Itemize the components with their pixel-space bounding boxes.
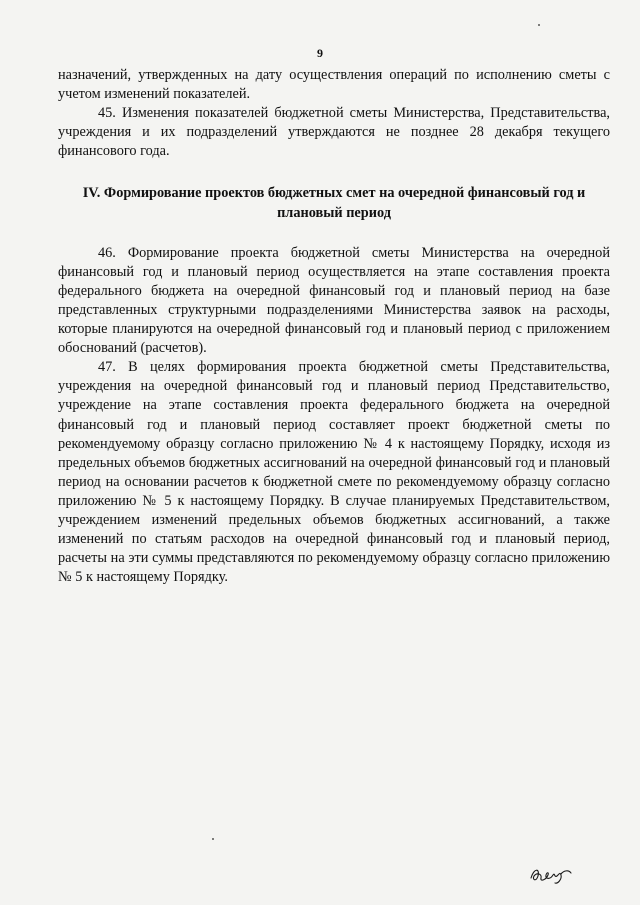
page-number: 9 — [317, 46, 323, 60]
document-body — [58, 66, 610, 587]
scan-speck — [538, 24, 540, 26]
paragraph-continuation: назначений, утвержденных на дату осуществления операций по исполнению сметы с учетом изменений показателей. — [58, 67, 610, 103]
section-heading: IV. Формирование проектов бюджетных смет на очередной финансовый год и плановый период — [82, 185, 586, 221]
paragraph-46: 46. Формирование проекта бюджетной сметы Министерства на очередной финансовый год и плановый период осуществляется на этапе составления проекта федерального бюджета на очередной финансовый год и плановый период на базе представленных структурными подразделениями Министерства заявок на расходы, которые планируются на очередной финансовый год и плановый период с приложением обоснований (расчетов). — [58, 244, 610, 357]
paragraph-45: 45. Изменения показателей бюджетной сметы Министерства, Представительства, учреждения и их подразделений утверждаются не позднее 28 декабря текущего финансового года. — [58, 105, 610, 160]
scan-speck — [212, 838, 214, 840]
handwritten-initials — [528, 860, 574, 886]
paragraph-47: 47. В целях формирования проекта бюджетной сметы Представительства, учреждения на очередной финансовый год и плановый период Представительство, учреждение на этапе составления проекта федерального бюджета на очередной финансовый год и плановый период составляет проект бюджетной сметы по рекомендуемому образцу согласно приложению № 4 к настоящему Порядку, исходя из предельных объемов бюджетных ассигнований на очередной финансовый год и плановый период на основании расчетов к бюджетной смете по рекомендуемому образцу согласно приложению № 5 к настоящему Порядку. В случае планируемых Представительством, учреждением изменений предельных объемов бюджетных ассигнований, а также изменений по статьям расходов на очередной финансовый год и плановый период, расчеты на эти суммы представляются по рекомендуемому образцу согласно приложению № 5 к настоящему Порядку. — [58, 359, 610, 586]
